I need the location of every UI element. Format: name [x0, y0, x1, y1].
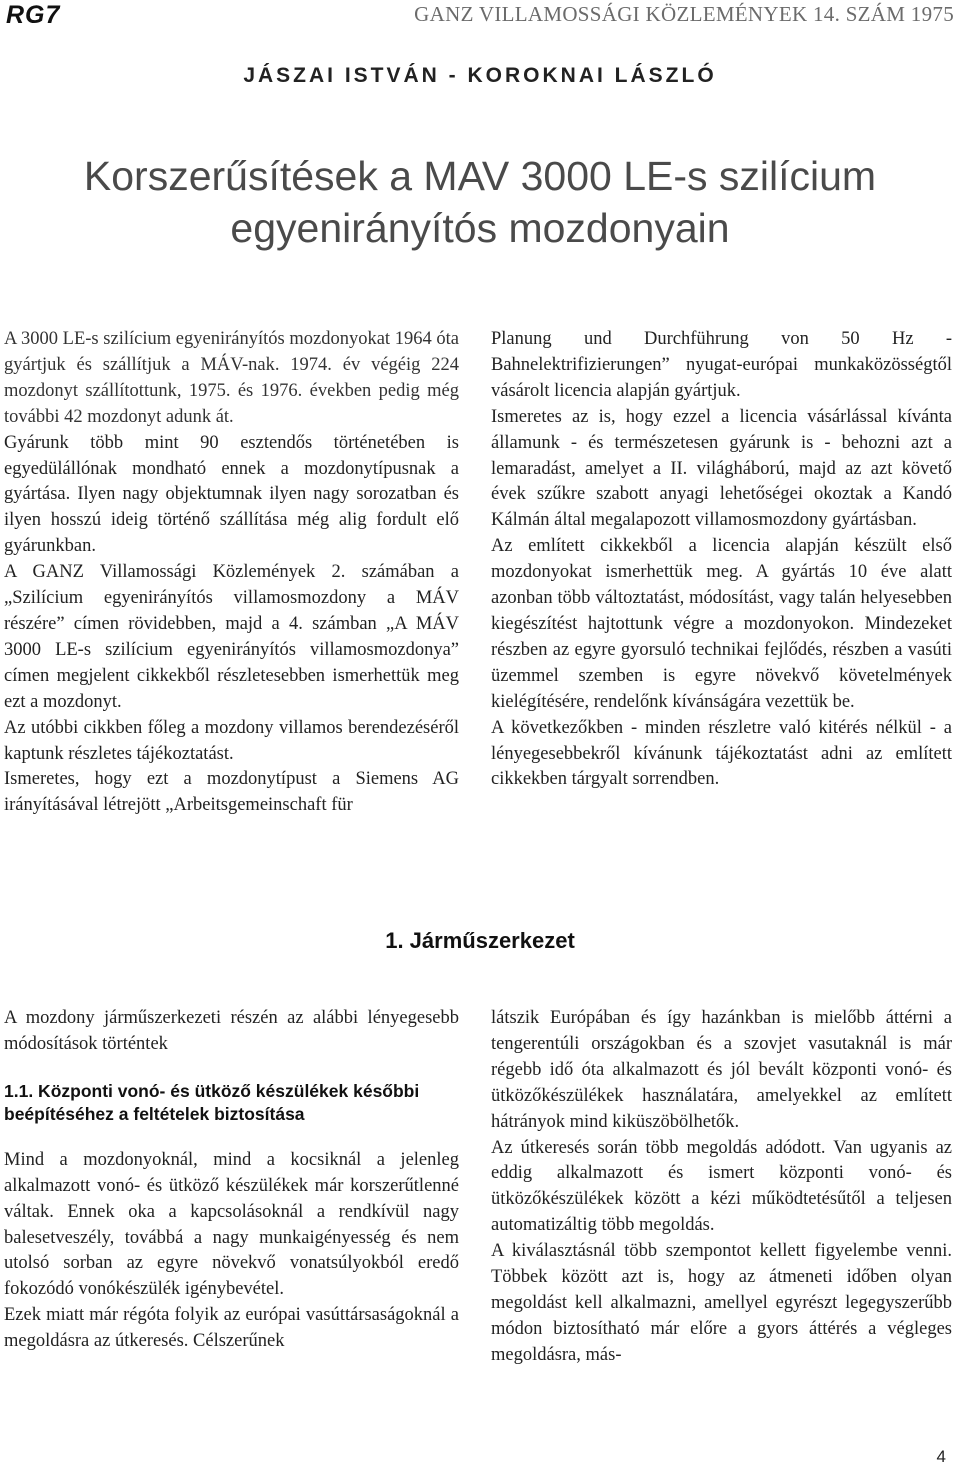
paragraph: Mind a mozdonyoknál, mind a kocsiknál a jelenleg alkalmazott vonó- és ütköző készülékek már korszerűtlenné váltak. Ennek oka a kapcsolásoknál a rendkívül nagy balesetveszély, továbbá a nagy munkaigényesség és nem utolsó sorban az egyre növekvő vonatsúlyokból eredő fokozódó vonókészülék igénybevétel.: [4, 1149, 459, 1300]
paragraph: A kiválasztásnál több szempontot kellett figyelembe venni. Többek között azt is, hogy az átmeneti időben olyan megoldást kell alkalmazni, amellyel egyrészt legegyszerűbb módon biztosítható már előre a gyors áttérés a végleges megoldásra, más-: [491, 1241, 952, 1365]
page-number: 4: [936, 1447, 946, 1466]
section-intro: A mozdony járműszerkezeti részén az alábbi lényegesebb módosítások történtek: [4, 1008, 459, 1054]
section-right-column: [491, 1006, 952, 1369]
intro-right-column: [491, 327, 952, 793]
section-heading: 1. Járműszerkezet: [385, 928, 575, 953]
paragraph: Az utóbbi cikkben főleg a mozdony villamos berendezéséről kaptunk részletes tájékoztatást.: [4, 717, 459, 764]
title-line-1: Korszerűsítések a MAV 3000 LE-s szilícium: [83, 153, 877, 199]
paragraph: Az említett cikkekből a licencia alapján készült első mozdonyokat ismerhettük meg. A gyártás 10 éve alatt azonban több változtatást, módosítást, vagy talán helyesebben kiegészítést hajtottunk végre a mozdonyokon. Mindezeket részben az egyre gyorsuló technikai fejlődés, részben a vasúti üzemmel szemben is egyre növekvő követelmények kielégítésére, rendelőnk kívánságára vezettük be.: [491, 536, 952, 712]
subsection-heading: 1.1. Központi vonó- és ütköző készülékek későbbi beépítéséhez a feltételek biztosítása: [4, 1080, 420, 1124]
article-authors: JÁSZAI ISTVÁN - KOROKNAI LÁSZLÓ: [243, 64, 717, 87]
title-line-2: egyenirányítós mozdonyain: [230, 205, 730, 251]
paragraph: látszik Európában és így hazánkban is mielőbb áttérni a tengerentúli országokban és a szovjet vasutaknál is már régebb idő óta alkalmazott és jól bevált központi vonó- és ütközőkészülékek használatára, amelyekkel az említett hátrányok mind kiküszöbölhetők.: [491, 1008, 952, 1132]
running-head: GANZ VILLAMOSSÁGI KÖZLEMÉNYEK 14. SZÁM 1975: [414, 2, 954, 26]
page-header: [0, 0, 960, 30]
paragraph: Ismeretes az is, hogy ezzel a licencia vásárlással kívánta államunk - és természetesen gyárunk is - behozni azt a lemaradást, amelyet a II. világháború, majd az azt követő évek szűkre szabott anyagi lehetőségei okoztak a Kandó Kálmán által megalapozott villamosmozdony gyártásban.: [491, 406, 952, 531]
svg-text:RG7: RG7: [6, 2, 61, 28]
article-title: [0, 150, 960, 254]
paragraph: Az útkeresés során több megoldás adódott. Van ugyanis az eddig alkalmazott és ismert központi vonó- és ütközőkészülékek között a kézi működtetésűtől a teljesen automatizáltig több megoldás.: [491, 1137, 952, 1236]
paragraph: A 3000 LE-s szilícium egyenirányítós mozdonyokat 1964 óta gyártjuk és szállítjuk a MÁV-nak. 1974. év végéig 224 mozdonyt szállítottunk, 1975. és 1976. években pedig még további 42 mozdonyt adunk át.: [4, 329, 459, 427]
paragraph: A GANZ Villamossági Közlemények 2. számában a „Szilícium egyenirányítós villamosmozdony a MÁV részére” címen rövidebben, majd a 4. számban „A MÁV 3000 LE-s szilícium egyenirányítós villamosmozdonya” címen megjelent cikkekből részletesebben ismerhettük meg ezt a mozdonyt.: [4, 562, 459, 712]
paragraph: Gyárunk több mint 90 esztendős történetében is egyedülállónak mondható ennek a mozdonytípusnak a gyártása. Ilyen nagy objektumnak ilyen nagy sorozatban és ilyen hosszú ideig történő szállítása még alig fordult elő gyárunkban.: [4, 432, 459, 557]
paragraph: A következőkben - minden részletre való kitérés nélkül - a lényegesebbekről kívánunk tájékoztatást adni az említett cikkekben tárgyalt sorrendben.: [491, 717, 952, 790]
intro-left-column: [4, 327, 459, 819]
rg7-logo: [6, 2, 80, 28]
paragraph: Planung und Durchführung von 50 Hz - Bahnelektrifizierungen” nyugat-európai munkaközösségtől vásárolt licencia alapján gyártjuk.: [491, 329, 952, 401]
paragraph: Ismeretes, hogy ezt a mozdonytípust a Siemens AG irányításával létrejött „Arbeitsgemeinschaft für: [4, 769, 459, 816]
paragraph: Ezek miatt már régóta folyik az európai vasúttársaságoknál a megoldásra az útkeresés. Célszerűnek: [4, 1305, 459, 1352]
section-left-column: [4, 1006, 459, 1355]
